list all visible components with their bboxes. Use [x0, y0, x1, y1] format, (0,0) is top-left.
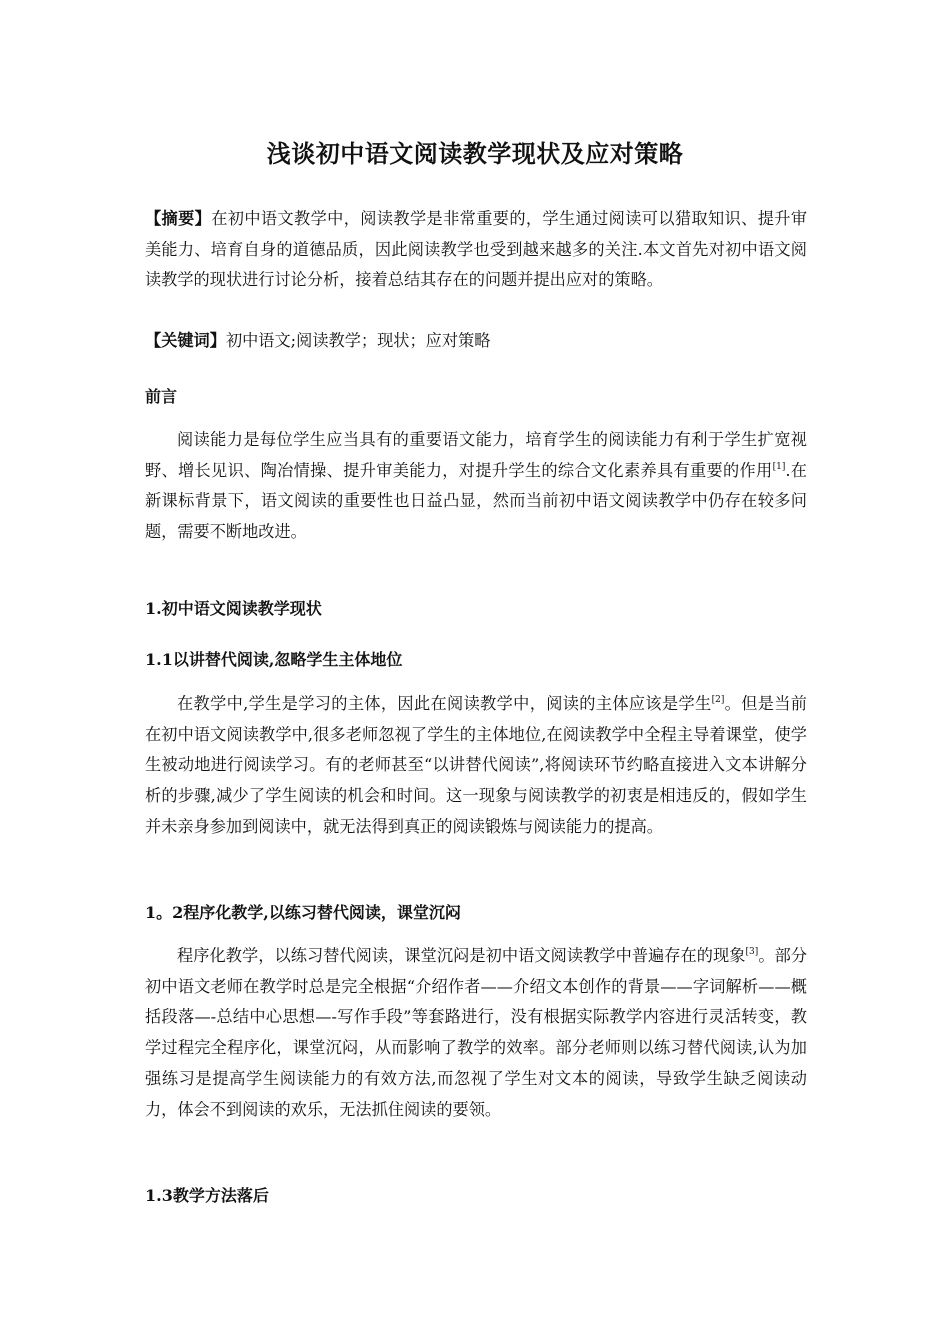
- section-1-1-heading: 1.1以讲替代阅读,忽略学生主体地位: [145, 650, 403, 669]
- abstract-text: 在初中语文教学中，阅读教学是非常重要的，学生通过阅读可以猎取知识、提升审美能力、培育自身的道德品质，因此阅读教学也受到越来越多的关注.本文首先对初中语文阅读教学的现状进行讨论分析，接着总结其存在的问题并提出应对的策略。: [145, 209, 808, 290]
- keywords-paragraph: [145, 326, 807, 357]
- citation-ref-3: [3]: [745, 947, 759, 957]
- section-1-2-text-2: 。部分初中语文老师在教学时总是完全根据“介绍作者——介绍文本创作的背景——字词解析——概括段落—-总结中心思想—-写作手段”等套路进行，没有根据实际教学内容进行灵活转变，教学过程完全程序化，课堂沉闷，从而影响了教学的效率。部分老师则以练习替代阅读,认为加强练习是提高学生阅读能力的有效方法,而忽视了学生对文本的阅读，导致学生缺乏阅读动力，体会不到阅读的欢乐，无法抓住阅读的要领。: [145, 946, 808, 1119]
- section-1-1-text-2: 。但是当前在初中语文阅读教学中,很多老师忽视了学生的主体地位,在阅读教学中全程主导着课堂，使学生被动地进行阅读学习。有的老师甚至“以讲替代阅读”,将阅读环节约略直接进入文本讲解分析的步骤,减少了学生阅读的机会和时间。这一现象与阅读教学的初衷是相违反的，假如学生并未亲身参加到阅读中，就无法得到真正的阅读锻炼与阅读能力的提高。: [145, 694, 807, 836]
- section-1-2-text-1: 程序化教学，以练习替代阅读，课堂沉闷是初中语文阅读教学中普遍存在的现象: [177, 946, 746, 965]
- preface-heading: 前言: [145, 387, 178, 406]
- preface-paragraph: [145, 425, 807, 548]
- citation-ref-2: [2]: [711, 695, 725, 705]
- section-1-heading: 1.初中语文阅读教学现状: [145, 599, 322, 618]
- document-title: 浅谈初中语文阅读教学现状及应对策略: [266, 139, 684, 168]
- keywords-label: 【关键词】: [145, 331, 226, 350]
- section-1-1-paragraph: [145, 689, 807, 843]
- abstract-paragraph: [145, 204, 807, 296]
- abstract-label: 【摘要】: [145, 209, 212, 228]
- section-1-3-heading: 1.3教学方法落后: [145, 1186, 269, 1205]
- section-1-2-paragraph: [145, 941, 807, 1125]
- citation-ref-1: [1]: [772, 461, 786, 472]
- section-1-1-text-1: 在教学中,学生是学习的主体，因此在阅读教学中，阅读的主体应该是学生: [177, 694, 712, 713]
- preface-text-1: 阅读能力是每位学生应当具有的重要语文能力，培育学生的阅读能力有利于学生扩宽视野、增长见识、陶冶情操、提升审美能力，对提升学生的综合文化素养具有重要的作用: [145, 430, 807, 480]
- preface-text-2: .在新课标背景下，语文阅读的重要性也日益凸显，然而当前初中语文阅读教学中仍存在较多问题，需要不断地改进。: [145, 460, 807, 542]
- keywords-text: 初中语文;阅读教学；现状；应对策略: [225, 331, 491, 350]
- section-1-2-heading: 1。2程序化教学,以练习替代阅读，课堂沉闷: [145, 903, 461, 922]
